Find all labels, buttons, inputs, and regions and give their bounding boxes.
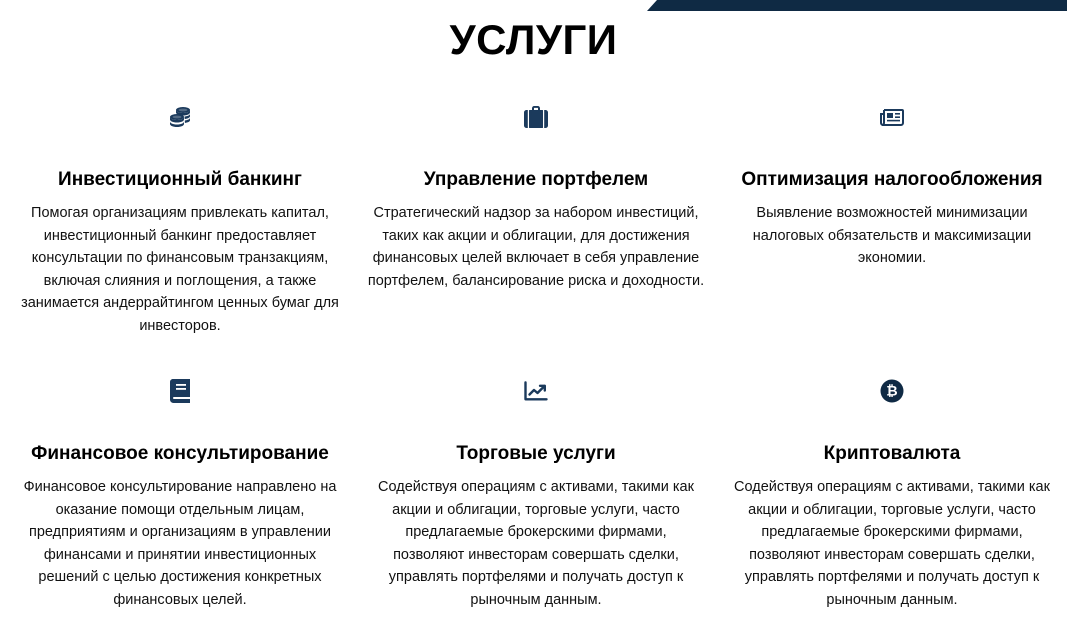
service-description: Помогая организациям привлекать капитал, инвестиционный банкинг предоставляет консультации по финансовым транзакциям, включая слияния и поглощения, а также занимается андеррайтингом ценных бумаг для инвесторов. — [21, 205, 339, 334]
book-icon — [167, 378, 193, 404]
service-title: Оптимизация налогообложения — [741, 169, 1043, 190]
coins-icon — [167, 104, 193, 130]
service-title: Инвестиционный банкинг — [58, 169, 302, 190]
service-title: Криптовалюта — [823, 443, 961, 464]
page-title: УСЛУГИ — [449, 16, 618, 63]
service-description: Финансовое консультирование направлено на оказание помощи отдельным лицам, предприятиям и организациям в управлении финансами и принятии инвестиционных решений с целью достижения конкретных финансовых целей. — [23, 479, 337, 608]
svg-text:₿: ₿ — [886, 382, 898, 399]
service-title: Финансовое консультирование — [31, 443, 329, 464]
service-description: Выявление возможностей минимизации налоговых обязательств и максимизации экономии. — [752, 205, 1032, 266]
bitcoin-icon — [879, 378, 905, 404]
service-description: Содействуя операциям с активами, такими как акции и облигации, торговые услуги, часто предлагаемые брокерскими фирмами, позволяют инвесторам совершать сделки, управлять портфелями и получать доступ к рыночным данным. — [734, 479, 1050, 608]
service-title: Управление портфелем — [423, 169, 649, 190]
service-description: Стратегический надзор за набором инвестиций, таких как акции и облигации, для достижения финансовых целей включает в себя управление портфелем, балансирование риска и доходности. — [367, 205, 705, 289]
service-description: Содействуя операциям с активами, такими как акции и облигации, торговые услуги, часто предлагаемые брокерскими фирмами, позволяют инвесторам совершать сделки, управлять портфелями и получать доступ к рыночным данным. — [378, 479, 694, 608]
chart-line-icon — [523, 378, 549, 404]
briefcase-icon — [523, 104, 549, 130]
service-title: Торговые услуги — [456, 443, 616, 464]
newspaper-icon — [879, 104, 905, 130]
